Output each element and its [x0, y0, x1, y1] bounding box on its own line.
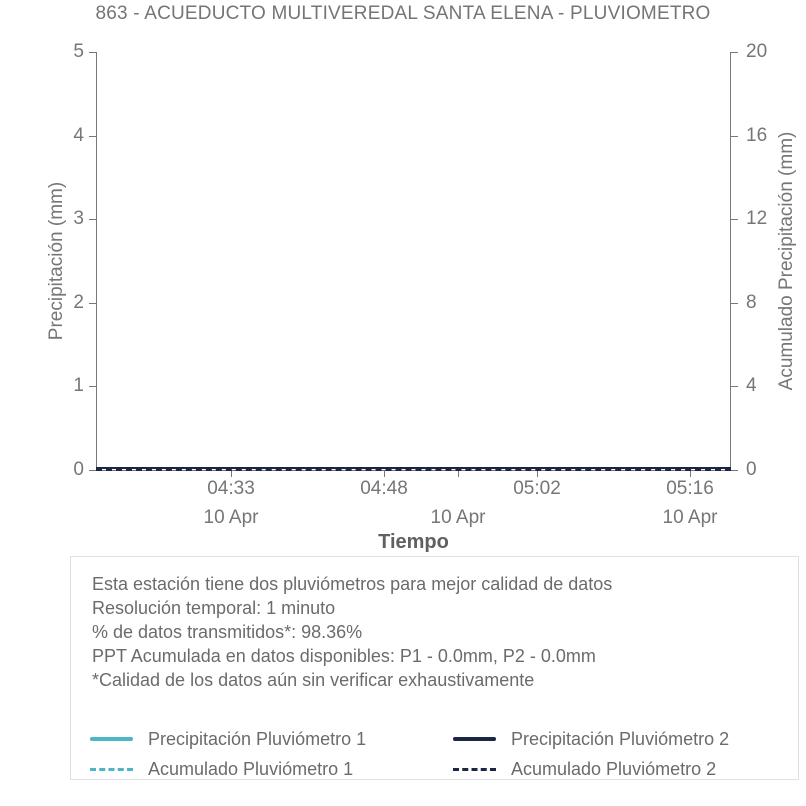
y-left-tick — [89, 52, 96, 53]
y-left-tick-label: 1 — [73, 375, 84, 396]
y-right-tick — [731, 219, 738, 220]
y-right-tick — [731, 386, 738, 387]
x-date-tick — [458, 471, 459, 477]
x-tick-label: 04:33 — [207, 478, 255, 499]
y-right-tick — [731, 136, 738, 137]
x-tick — [384, 471, 385, 477]
series-line-precipitacion-p2 — [96, 467, 731, 469]
y-left-tick-label: 3 — [73, 208, 84, 229]
y-left-tick-label: 4 — [73, 125, 84, 146]
dashed-line-swatch-teal — [90, 768, 133, 771]
legend-label: Acumulado Pluviómetro 1 — [148, 758, 354, 779]
series-line-acumulado-dashed — [96, 469, 731, 471]
chart-legend — [90, 726, 729, 782]
x-tick-label: 05:02 — [513, 478, 561, 499]
plot-area[interactable] — [96, 52, 731, 470]
y-left-tick — [89, 219, 96, 220]
y-right-tick — [731, 52, 738, 53]
y-right-tick — [731, 303, 738, 304]
y-right-tick-label: 4 — [746, 375, 757, 396]
info-line-transmitidos: % de datos transmitidos*: 98.36% — [92, 622, 363, 642]
station-info-text — [92, 572, 788, 692]
y-left-tick — [89, 303, 96, 304]
x-date-label: 10 Apr — [662, 507, 718, 528]
y-axis-left-spine — [96, 52, 97, 471]
info-line-resolucion: Resolución temporal: 1 minuto — [92, 598, 336, 618]
x-tick — [537, 471, 538, 477]
y-left-tick-label: 5 — [73, 41, 84, 62]
info-line-calidad: *Calidad de los datos aún sin verificar exhaustivamente — [92, 670, 535, 690]
y-left-tick — [89, 136, 96, 137]
legend-entry-precipitacion-p2 — [453, 726, 729, 752]
x-tick-label: 05:16 — [666, 478, 714, 499]
x-axis-title: Tiempo — [378, 531, 449, 553]
y-axis-right-title: Acumulado Precipitación (mm) — [776, 131, 797, 391]
x-tick-label: 04:48 — [360, 478, 408, 499]
y-left-tick — [89, 386, 96, 387]
legend-entry-acumulado-p2 — [453, 756, 729, 782]
y-left-tick-label: 0 — [73, 459, 84, 480]
solid-line-swatch-teal — [90, 737, 133, 741]
y-right-tick-label: 16 — [746, 125, 768, 146]
y-axis-right-spine — [730, 52, 731, 471]
legend-label: Acumulado Pluviómetro 2 — [511, 758, 717, 779]
chart-title: 863 - ACUEDUCTO MULTIVEREDAL SANTA ELENA - PLUVIOMETRO — [95, 3, 711, 24]
y-left-tick-label: 2 — [73, 292, 84, 313]
legend-label: Precipitación Pluviómetro 2 — [511, 728, 730, 749]
info-line-pluviometros: Esta estación tiene dos pluviómetros para mejor calidad de datos — [92, 574, 613, 594]
x-date-label: 10 Apr — [203, 507, 259, 528]
solid-line-swatch-navy — [453, 737, 496, 741]
x-tick — [231, 471, 232, 477]
y-right-tick-label: 8 — [746, 292, 757, 313]
legend-entry-acumulado-p1 — [90, 756, 453, 782]
y-right-tick-label: 20 — [746, 41, 768, 62]
y-right-tick-label: 12 — [746, 208, 768, 229]
y-axis-left-title: Precipitación (mm) — [46, 181, 67, 341]
x-tick — [690, 471, 691, 477]
x-date-label: 10 Apr — [430, 507, 486, 528]
y-right-tick-label: 0 — [746, 459, 757, 480]
dashed-line-swatch-navy — [453, 768, 496, 771]
info-line-ppt-acumulada: PPT Acumulada en datos disponibles: P1 - 0.0mm, P2 - 0.0mm — [92, 646, 596, 666]
y-left-tick — [89, 470, 96, 471]
legend-label: Precipitación Pluviómetro 1 — [148, 728, 367, 749]
legend-entry-precipitacion-p1 — [90, 726, 453, 752]
y-right-tick — [731, 470, 738, 471]
